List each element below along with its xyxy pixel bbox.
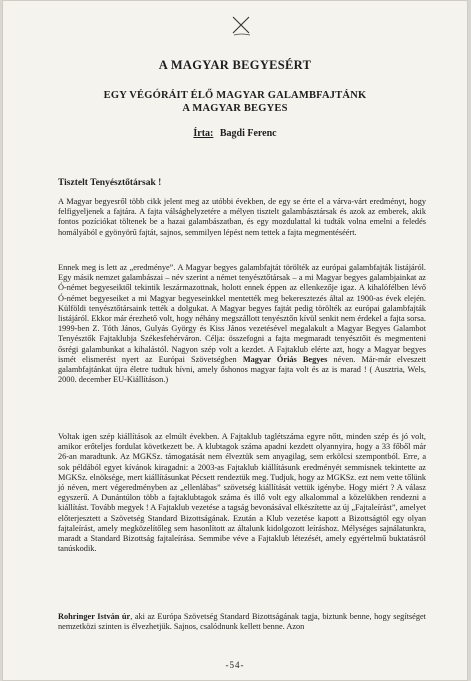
author-name: Bagdi Ferenc (219, 128, 277, 139)
paragraph-2-text-b: néven. Már-már elveszett galambfajtánkat újra életre tudtuk hívni, amely őshonos magyar fajta volt és az is marad ! ( Ausztria, Wels, 2000. december EU-Kiállításon.) (58, 354, 427, 385)
paragraph-4-name: Rohringer István úr (58, 612, 131, 621)
paragraph-4 (58, 612, 426, 632)
paragraph-1: A Magyar begyesről több cikk jelent meg az utóbbi években, de egy se érte el a várva-várt eredményt, hogy felfigyeljenek a fajtára. A fajta válsághelyzetére a mélyen tisztelt galambásztársak és azok az emberek, akik fontos pozíciókat töltenek be a hazai galambászatban, és egy mozdulattal ki tudták volna emelni a feledés homályából e gyönyörű fajtát, sajnos, semmilyen lépést nem tettek a fajta megmentéséért. (58, 197, 426, 237)
paragraph-2 (58, 263, 426, 385)
page-title: A MAGYAR BEGYESÉRT (158, 58, 312, 72)
document-page (2, 0, 468, 681)
subtitle-line-1: EGY VÉGÓRÁIT ÉLŐ MAGYAR GALAMBFAJTÁNK (103, 90, 367, 101)
salutation: Tisztelt Tenyésztőtársak ! (58, 178, 162, 188)
page-number: -54- (225, 660, 245, 670)
author-label: Írta: (193, 128, 214, 139)
handwritten-cross-icon (230, 14, 252, 36)
subtitle-line-2: A MAGYAR BEGYES (182, 103, 288, 114)
paragraph-2-breed-name: Magyar Óriás Begyes (242, 354, 328, 364)
author-line (2, 128, 468, 139)
paragraph-2-text-a: Ennek meg is lett az „eredménye”. A Magyar begyes galambfajtát törölték az európai galambfajták listájáról. Egy másik nemzet galambászai – név szerint a német tenyésztőtársak – a mi Magyar begyes galambjainkat az Ó-német begyeseiktől tekintik leszármazottnak, holott ennek éppen az ellenkezője igaz. A kihalófélben lévő Ó-német begyeseiket a mi Magyar begyeseinkkel mentették meg bekeresztezés által az 1900-as évek elején. Külföldi tenyésztőtársaink tették a dolgukat. A Magyar begyes fajtát pedig törölték az európai galambfajták listájáról. Ekkor már érezhető volt, hogy néhány megszállott tenyésztőn kívül senkit nem érdekel a fajta sorsa. 1999-ben Z. Tóth János, Gulyás György és Kiss János vezetésével megalakult a Magyar Begyes Galambot Tenyésztők Fajtaklubja Székesfehérváron. Célja: összefogni a fajta megmaradt tenyésztőit és megmenteni ősrégi galambunkat a kihalástól. Nagyon szép volt a kezdet. A Fajtaklub elérte azt, hogy a Magyar begyes ismét elismerést nyert az Európai Szövetségben (58, 263, 426, 364)
paragraph-3: Voltak igen szép kiállítások az elmúlt években. A Fajtaklub taglétszáma egyre nőtt, minden szép és jó volt, amikor erőteljes fordulat következett be. A klubtagok száma apadni kezdett olyannyira, hogy a 33 főből már 26-an maradtunk. Az MGKSz. támogatását nem élveztük sem anyagilag, sem erkölcsi szempontból. Erre, a sok példából egyet kívánok kiragadni: a 2003-as Fajtaklub kiállításunk eredményét semmisnek tekintette az MGKSz. elnöksége, mert kiállításunkat Pécsett rendeztük meg. Tudjuk, hogy az MGKSz. ezt nem vette tőlünk jó néven, mert végeredményben az „ellenlábas” szövetség kiállítását vettük igénybe. Hogy miért ? A válasz egyszerű. A Dunántúlon több a fajtaklubtagok száma és illő volt egy alkalommal a közelükben rendezni a kiállítást. Tovább megyek ! A Fajtaklub vezetése a tagság bevonásával elkészítette az új „Fajtaleírást”, amelyet előterjesztett a Szövetség Standard Bizottságának. Ezután a Klub vezetése kapott a Bizottságtól egy olyan fajtaleírást, amely megközelítőleg sem hasonlított az általunk kidolgozott leíráshoz. Mélységes sajnálatunkra, maradt a Standard Bizottság fajtaleírása. Semmibe véve a Fajtaklub létezését, amely egyértelmű buktatásról tanúskodik. (58, 432, 426, 554)
paragraph-4-text: , aki az Európa Szövetség Standard Bizottságának tagja, biztunk benne, hogy segítséget nemzetközi szinten is élvezhetjük. Sajnos, csalódnunk kellett benne. Azon (58, 612, 426, 632)
